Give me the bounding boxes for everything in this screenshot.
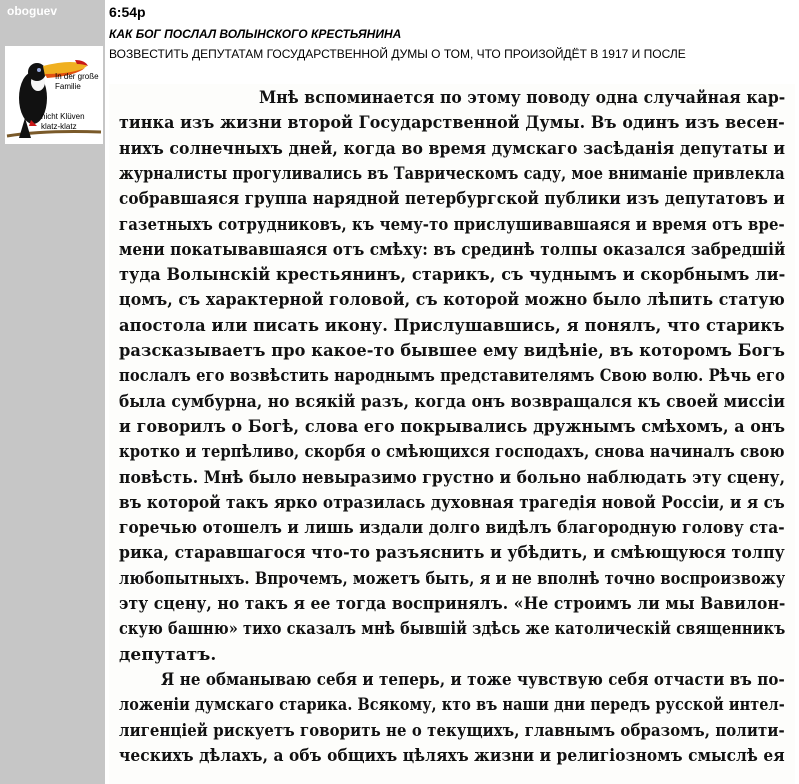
scan-text-line: газетныхъ сотрудниковъ, къ чему-то прислушивавшаяся и время отъ вре- — [119, 214, 785, 235]
scan-text-line: депутатъ. — [119, 644, 217, 665]
scan-text-line: цомъ, съ характерной головой, съ которой можно было лѣпить статую — [119, 290, 785, 311]
scan-text-line: нихъ солнечныхъ дней, когда во время думскаго засѣданія депутаты и — [119, 138, 786, 159]
scan-text-line: любопытныхъ. Впрочемъ, можетъ быть, я и не вполнѣ точно воспроизвожу — [119, 568, 786, 589]
scan-text-line: мени покатывавшаяся отъ смѣху: въ срединѣ толпы оказался забредшій — [119, 239, 786, 260]
scan-text-line: ложеніи думскаго старика. Всякому, кто въ наши дни передъ русской интел- — [119, 695, 785, 716]
entry-column — [109, 0, 799, 784]
userpic[interactable] — [5, 46, 103, 144]
scan-text-line: тинка изъ жизни второй Государственной Думы. Въ одинъ изъ весен- — [119, 113, 785, 134]
scan-text-line: собравшаяся группа нарядной петербургской публики изъ депутатовъ и — [119, 189, 785, 210]
userpic-caption-top: In der große Familie — [55, 72, 99, 91]
entry-subject: КАК БОГ ПОСЛАЛ ВОЛЫНСКОГО КРЕСТЬЯНИНА — [109, 27, 402, 41]
scan-text-line: рика, старавшагося что-то разъяснить и убѣдить, и смѣющуюся толпу — [119, 543, 785, 564]
entry-headline: ВОЗВЕСТИТЬ ДЕПУТАТАМ ГОСУДАРСТВЕННОЙ ДУМЫ О ТОМ, ЧТО ПРОИЗОЙДЁТ В 1917 И ПОСЛЕ — [109, 47, 686, 61]
scan-text-line: скую башню» тихо сказалъ мнѣ бывшій здѣсь же католическій священникъ — [119, 619, 786, 640]
scan-text-line: разсказываетъ про какое-то бывшее ему видѣніе, въ которомъ Богъ — [119, 341, 786, 361]
scan-text-line: въ которой такъ ярко отразилась духовная трагедія новой Россіи, и я съ — [119, 492, 785, 513]
scan-text-line: журналисты прогуливались въ Таврическомъ саду, мое вниманіе привлекла — [119, 163, 785, 184]
scan-text-line: горечью отошелъ и лишь издали долго видѣлъ благородную голову ста- — [119, 518, 785, 539]
scanned-page-image — [109, 84, 795, 784]
scan-text-line: и говорилъ о Богѣ, слова его покрывались дружнымъ смѣхомъ, а онъ — [119, 416, 786, 437]
userpic-caption-bottom: nicht Klüven klatz-klatz — [41, 112, 85, 131]
scan-text-line: кротко и терпѣливо, скорбя о смѣющихся господахъ, снова начиналъ свою — [119, 442, 785, 463]
entry-time[interactable]: 6:54p — [109, 4, 146, 20]
scan-text-line: лигенціей рискуетъ говорить не о текущихъ, главнымъ образомъ, полити- — [119, 720, 785, 741]
scan-text-line: повѣсть. Мнѣ было невыразимо грустно и больно наблюдать эту сцену, — [119, 467, 786, 488]
scan-text-line: послалъ его возвѣстить народнымъ представителямъ Свою волю. Рѣчь его — [119, 366, 785, 387]
username-link[interactable]: oboguev — [7, 4, 57, 18]
scan-text-line: Я не обманываю себя и теперь, и тоже чувствую себя отчасти въ по- — [161, 669, 785, 690]
scan-text-line: эту сцену, но такъ я ее тогда воспринялъ. «Не строимъ ли мы Вавилон- — [119, 594, 786, 614]
scan-text-line: ческихъ дѣлахъ, а объ общихъ цѣляхъ жизни и религіозномъ смыслѣ ея — [119, 745, 785, 766]
scan-text-line: была сумбурна, но всякій разъ, когда онъ возвращался къ своей миссіи — [119, 391, 786, 412]
scan-text-line: туда Волынскій крестьянинъ, старикъ, съ чуднымъ и скорбнымъ ли- — [119, 265, 786, 286]
scan-text-line: Мнѣ вспоминается по этому поводу одна случайная кар- — [259, 88, 786, 108]
scan-text-line: апостола или писать икону. Прислушавшись, я понялъ, что старикъ — [119, 315, 785, 336]
user-column — [0, 0, 105, 784]
